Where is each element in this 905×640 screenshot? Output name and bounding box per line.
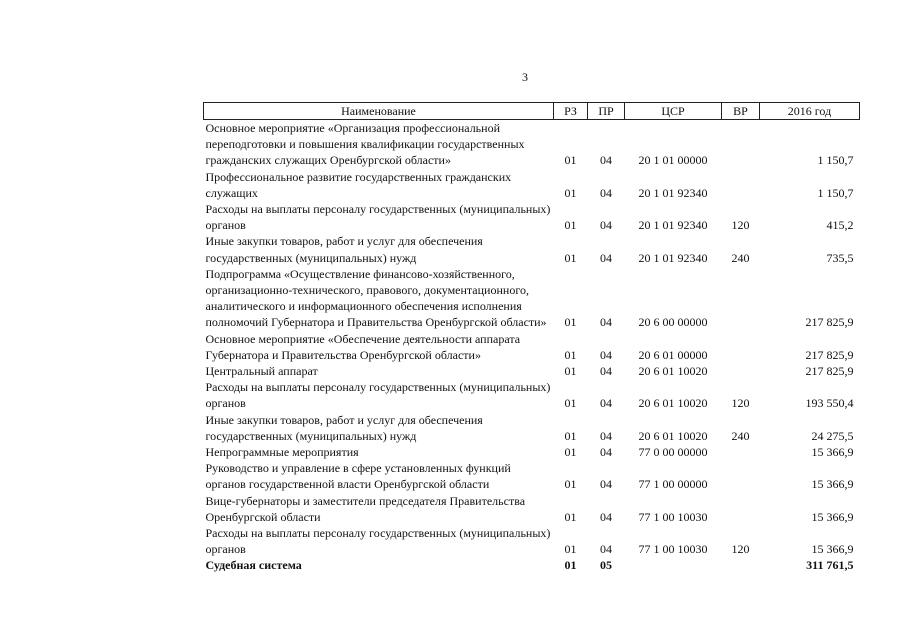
cell-vr: 120 bbox=[731, 218, 750, 233]
cell-vr bbox=[722, 493, 760, 525]
cell-rz: 01 bbox=[564, 153, 577, 168]
table-body bbox=[204, 120, 860, 574]
cell-csr: 20 1 01 92340 bbox=[638, 185, 708, 200]
budget-table bbox=[203, 102, 860, 574]
cell-vr bbox=[722, 169, 760, 201]
table-header bbox=[204, 103, 860, 120]
cell-sum: 15 366,9 bbox=[811, 477, 854, 492]
cell-pr: 04 bbox=[600, 218, 612, 233]
header-pr: ПР bbox=[588, 103, 625, 120]
cell-vr bbox=[722, 557, 760, 573]
cell-sum: 15 366,9 bbox=[811, 445, 854, 460]
cell-sum: 1 150,7 bbox=[817, 153, 854, 168]
cell-pr: 04 bbox=[600, 477, 612, 492]
cell-csr: 20 1 01 00000 bbox=[638, 153, 708, 168]
table-row bbox=[204, 493, 860, 525]
cell-sum: 193 550,4 bbox=[805, 396, 854, 411]
cell-rz: 01 bbox=[564, 477, 577, 492]
cell-name: Непрограммные мероприятия bbox=[205, 445, 359, 460]
cell-rz: 01 bbox=[564, 445, 577, 460]
cell-csr: 20 1 01 92340 bbox=[638, 250, 708, 265]
cell-rz: 01 bbox=[564, 250, 577, 265]
cell-pr: 04 bbox=[600, 347, 612, 362]
cell-csr: 20 1 01 92340 bbox=[638, 218, 708, 233]
cell-name: Основное мероприятие «Организация профессиональной переподготовки и повышения квалификации государственных гражданских служащих Оренбургской области» bbox=[205, 121, 525, 168]
cell-name: Расходы на выплаты персоналу государственных (муниципальных) органов bbox=[205, 380, 551, 411]
cell-sum: 735,5 bbox=[826, 250, 854, 265]
table-row bbox=[204, 412, 860, 444]
cell-name: Профессиональное развитие государственных гражданских служащих bbox=[205, 169, 512, 200]
cell-rz: 01 bbox=[564, 315, 577, 330]
cell-pr: 04 bbox=[600, 396, 612, 411]
cell-name: Расходы на выплаты персоналу государственных (муниципальных) органов bbox=[205, 526, 551, 557]
cell-name: Иные закупки товаров, работ и услуг для обеспечения государственных (муниципальных) нужд bbox=[205, 412, 483, 443]
cell-vr: 120 bbox=[731, 542, 750, 557]
table-row bbox=[204, 233, 860, 265]
cell-csr: 20 6 00 00000 bbox=[638, 315, 708, 330]
table-row bbox=[204, 525, 860, 557]
table-row bbox=[204, 379, 860, 411]
cell-name: Иные закупки товаров, работ и услуг для обеспечения государственных (муниципальных) нужд bbox=[205, 234, 483, 265]
cell-rz: 01 bbox=[564, 347, 577, 362]
cell-sum: 1 150,7 bbox=[817, 185, 854, 200]
header-year: 2016 год bbox=[760, 103, 860, 120]
cell-pr: 04 bbox=[600, 185, 612, 200]
table-row bbox=[204, 460, 860, 492]
header-name: Наименование bbox=[204, 103, 554, 120]
cell-csr: 77 1 00 10030 bbox=[638, 509, 708, 524]
cell-sum: 415,2 bbox=[826, 218, 854, 233]
cell-rz: 01 bbox=[564, 558, 577, 573]
table-row bbox=[204, 331, 860, 363]
cell-rz: 01 bbox=[564, 396, 577, 411]
cell-sum: 24 275,5 bbox=[811, 428, 854, 443]
cell-csr: 77 1 00 00000 bbox=[638, 477, 708, 492]
cell-pr: 04 bbox=[600, 315, 612, 330]
header-row bbox=[204, 103, 860, 120]
table-row bbox=[204, 557, 860, 573]
cell-vr: 120 bbox=[731, 396, 750, 411]
cell-pr: 04 bbox=[600, 428, 612, 443]
cell-sum: 217 825,9 bbox=[805, 347, 854, 362]
page-number: 3 bbox=[522, 70, 528, 84]
table-row bbox=[204, 444, 860, 460]
cell-name: Расходы на выплаты персоналу государственных (муниципальных) органов bbox=[205, 202, 551, 233]
table-row bbox=[204, 266, 860, 331]
cell-name: Руководство и управление в сфере установленных функций органов государственной власти Оренбургской области bbox=[205, 461, 511, 492]
cell-csr: 77 0 00 00000 bbox=[638, 445, 708, 460]
cell-name: Центральный аппарат bbox=[205, 364, 318, 379]
cell-rz: 01 bbox=[564, 509, 577, 524]
table-row bbox=[204, 363, 860, 379]
cell-vr bbox=[722, 120, 760, 169]
table-row bbox=[204, 201, 860, 233]
cell-vr: 240 bbox=[731, 250, 750, 265]
cell-rz: 01 bbox=[564, 428, 577, 443]
table-row bbox=[204, 120, 860, 169]
header-csr: ЦСР bbox=[625, 103, 722, 120]
cell-pr: 04 bbox=[600, 250, 612, 265]
cell-vr bbox=[722, 444, 760, 460]
cell-pr: 04 bbox=[600, 509, 612, 524]
cell-name: Подпрограмма «Осуществление финансово-хозяйственного, организационно-технического, правового, документационного, аналитического и информационного обеспечения исполнения полномочий Губернатора и Правительства Оренбургской области» bbox=[205, 266, 547, 330]
cell-csr: 20 6 01 10020 bbox=[638, 396, 708, 411]
header-vr: ВР bbox=[722, 103, 760, 120]
cell-csr bbox=[625, 557, 722, 573]
cell-sum: 15 366,9 bbox=[811, 542, 854, 557]
cell-rz: 01 bbox=[564, 364, 577, 379]
cell-vr bbox=[722, 266, 760, 331]
cell-sum: 311 761,5 bbox=[806, 558, 854, 573]
cell-sum: 15 366,9 bbox=[811, 509, 854, 524]
cell-csr: 20 6 01 10020 bbox=[638, 364, 708, 379]
table-row bbox=[204, 169, 860, 201]
cell-rz: 01 bbox=[564, 218, 577, 233]
cell-pr: 04 bbox=[600, 542, 612, 557]
cell-csr: 77 1 00 10030 bbox=[638, 542, 708, 557]
cell-rz: 01 bbox=[564, 542, 577, 557]
cell-sum: 217 825,9 bbox=[805, 315, 854, 330]
cell-vr bbox=[722, 331, 760, 363]
cell-pr: 04 bbox=[600, 445, 612, 460]
cell-vr: 240 bbox=[731, 428, 750, 443]
cell-name: Судебная система bbox=[205, 558, 302, 573]
header-rz: РЗ bbox=[554, 103, 588, 120]
cell-pr: 04 bbox=[600, 364, 612, 379]
cell-name: Вице-губернаторы и заместители председателя Правительства Оренбургской области bbox=[205, 493, 526, 524]
cell-sum: 217 825,9 bbox=[805, 364, 854, 379]
cell-rz: 01 bbox=[564, 185, 577, 200]
cell-name: Основное мероприятие «Обеспечение деятельности аппарата Губернатора и Правительства Оренбургской области» bbox=[205, 331, 521, 362]
cell-vr bbox=[722, 363, 760, 379]
cell-pr: 04 bbox=[600, 153, 612, 168]
cell-csr: 20 6 01 00000 bbox=[638, 347, 708, 362]
cell-vr bbox=[722, 460, 760, 492]
cell-csr: 20 6 01 10020 bbox=[638, 428, 708, 443]
cell-pr: 05 bbox=[600, 558, 612, 573]
